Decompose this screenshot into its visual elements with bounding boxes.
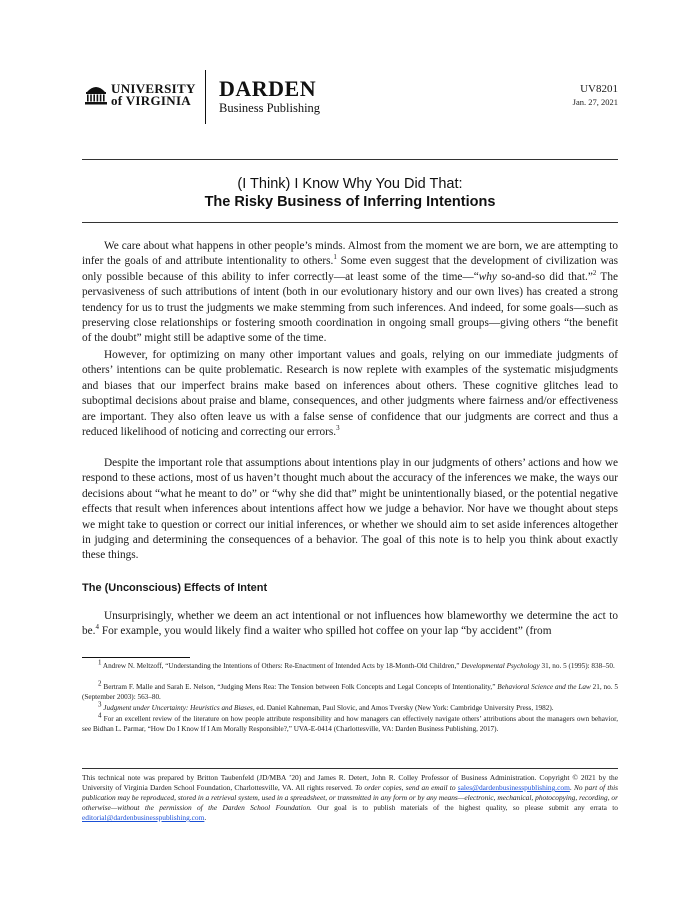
rotunda-icon — [84, 83, 108, 105]
footnote-ref-4[interactable]: 4 — [95, 623, 99, 632]
sales-email-link[interactable]: sales@dardenbusinesspublishing.com — [457, 783, 570, 792]
uva-wordmark-line2: of VIRGINIA — [111, 93, 191, 108]
darden-wordmark: DARDEN — [219, 76, 317, 101]
footer-rule — [82, 768, 618, 769]
paragraph-3: Despite the important role that assumptions about intentions play in our judgments of others’ actions and how we respond to these actions, most of us haven’t thought much about the accuracy of the inferences we make, the ways our decisions about “what he meant to do” or “why she did that” might be unintentionally biased, or the potential negative effects that result when inferences about intentions affect how we judge a behavior. Nor have we thought about steps we might take to question or correct our initial inferences, or whether we should aim to set aside inferences altogether in judging and determining the consequences of a behavior. The goal of this note is to help you think about exactly these things. — [82, 457, 618, 562]
footnote-ref-1[interactable]: 1 — [333, 253, 337, 262]
footnote-2: $^2$ Bertram F. Malle and Sarah E. Nelson, “Judging Mens Rea: The Tension between Folk Concepts and Legal Concepts of Intentionality,” Behavioral Science and the Law 21, no. 5 (September 2003): 563–80. — [82, 679, 618, 701]
publication-date: Jan. 27, 2021 — [572, 97, 618, 107]
footnote-3: $^3$ Judgment under Uncertainty: Heuristics and Biases, ed. Daniel Kahneman, Paul Slovic, and Amos Tversky (New York: Cambridge University Press, 1982). — [98, 700, 554, 712]
footnote-ref-3[interactable]: 3 — [336, 424, 340, 433]
paragraph-1: We care about what happens in other people’s minds. Almost from the moment we are born, we are attempting to infer the goals of and attribute intentionality to others.$^1$ Some even suggest that the development of civilization was only possible because of this ability to infer correctly—at least some of the time—“why so-and-so did that.”$^2$ The pervasiveness of such attributions of intent (both in our evolutionary history and our own lives) has created a strong tendency for us to trust the judgments we make stemming from such inferences. And indeed, for some goals—such as preserving close relationships or fostering smooth coordination in ongoing small groups—giving others “the benefit of the doubt” might still be adaptive some of the time. — [82, 240, 618, 345]
darden-business-publishing: Business Publishing — [219, 101, 321, 115]
title-line-1: (I Think) I Know Why You Did That: — [237, 176, 463, 192]
case-number: UV8201 — [580, 83, 618, 95]
title-top-rule — [82, 159, 618, 160]
footnote-4: $^4$ For an excellent review of the literature on how people attribute responsibility and how managers can effectively navigate others’ attributions about the managers own behavior, see Bidhan L. Parmar, “How Do I Know If I Am Morally Responsible?,” UVA-E-0414 (Charlottesville, VA: Darden Business Publishing, 2017). — [82, 711, 618, 733]
paragraph-2: However, for optimizing on many other important values and goals, relying on our immediate judgments of others’ intentions can be quite problematic. Research is now replete with examples of the systematic misjudgments and biases that our imperfect brains make based on inferences about others. These cognitive glitches lead to suboptimal decisions about praise and blame, consequences, and other judgments where fairness and/or effectiveness are important. They also often leave us with a false sense of confidence that our judgments are correct and thus a reduced likelihood of noticing and correcting our errors.$^3$ — [82, 349, 618, 439]
editorial-email-link[interactable]: editorial@dardenbusinesspublishing.com — [82, 813, 205, 822]
title-line-2: The Risky Business of Inferring Intentions — [204, 194, 496, 210]
footnote-ref-2[interactable]: 2 — [592, 269, 597, 278]
title-bottom-rule — [82, 222, 618, 223]
uva-wordmark-line1: UNIVERSITY — [111, 81, 196, 96]
copyright-note: This technical note was prepared by Britton Taubenfeld (JD/MBA ’20) and James R. Detert, John R. Colley Professor of Business Administration. Copyright © 2021 by the University of Virginia Darden School Foundation, Charlottesville, VA. All rights reserved. To order copies, send an email to sales@dardenbusinesspublishing.com. No part of this publication may be reproduced, stored in a retrieval system, used in a spreadsheet, or transmitted in any form or by any means—electronic, mechanical, photocopying, recording, or otherwise—without the permission of the Darden School Foundation. Our goal is to publish materials of the highest quality, so please submit any errata to editorial@dardenbusinesspublishing.com. — [82, 773, 618, 822]
footnote-1: $^1$ Andrew N. Meltzoff, “Understanding the Intentions of Others: Re-Enactment of Intended Acts by 18-Month-Old Children,” Developmental Psychology 31, no. 5 (1995): 838–50. — [98, 658, 615, 670]
university-of-virginia-logo — [84, 82, 196, 108]
paragraph-4: Unsurprisingly, whether we deem an act intentional or not influences how blameworthy we determine the act to be.$^4$ For example, you would likely find a waiter who spilled hot coffee on your lap “by accident” (from — [82, 610, 618, 638]
logo-divider — [205, 70, 206, 124]
section-heading: The (Unconscious) Effects of Intent — [82, 582, 268, 594]
